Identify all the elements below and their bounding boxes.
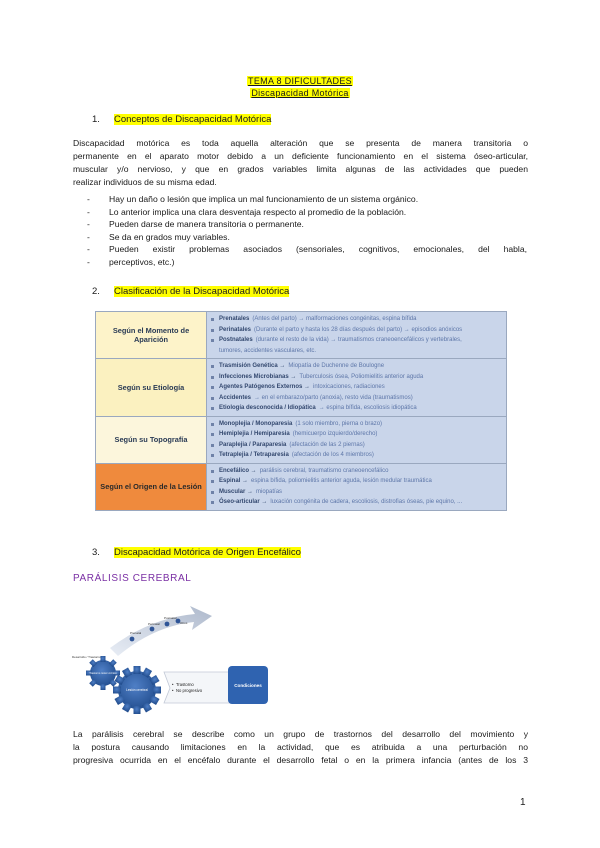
classification-item: Muscular → miopatías [211, 487, 502, 498]
classification-category: Según el Origen de la Lesión [96, 463, 207, 510]
classification-items [207, 416, 507, 463]
section-heading-2: 2. Clasificación de la Discapacidad Motórica [92, 286, 290, 297]
classification-item: Postnatales (durante el resto de la vida) → traumatismos craneoencefálicos y vertebrales, [211, 335, 502, 346]
classification-item: Óseo-articular → luxación congénita de cadera, escoliosis, distrofias óseas, pie equino, ... [211, 497, 502, 508]
list-item: - Pueden darse de manera transitoria o permanente. [87, 218, 527, 231]
classification-items [207, 359, 507, 417]
section-heading-1: 1. Conceptos de Discapacidad Motórica [92, 114, 272, 125]
classification-category: Según el Momento de Aparición [96, 312, 207, 359]
classification-item: Hemiplejia / Hemiparesia (hemicuerpo izquierdo/derecho) [211, 429, 502, 440]
classification-row [96, 463, 507, 510]
bullet-square-icon [211, 423, 214, 426]
classification-item: Perinatales (Durante el parto y hasta los 28 días después del parto) → episodios anóxicos [211, 325, 502, 336]
classification-items [207, 463, 507, 510]
classification-item: Paraplejia / Paraparesia (afectación de las 2 piernas) [211, 440, 502, 451]
bullet-square-icon [211, 433, 214, 436]
classification-item: Monoplejia / Monoparesia (1 solo miembro, pierna o brazo) [211, 419, 502, 430]
bullet-square-icon [211, 329, 214, 332]
classification-item: Infecciones Microbianas → Tuberculosis ósea, Poliomielitis anterior aguda [211, 372, 502, 383]
arrow-label: Perinatal [148, 622, 160, 626]
paralisis-paragraph: La parálisis cerebral se describe como un grupo de trastornos del desarrollo del movimiento y la postura causando limitaciones en la actividad, que es atribuida a una perturbación no progresiva ocurrida en el encéfalo durante el desarrollo fetal o en la primera infancia (antes de los 3 [73, 729, 528, 765]
classification-item: Agentes Patógenos Externos → intoxicaciones, radiaciones [211, 382, 502, 393]
left-label: Desarrollo / Trastorno [72, 655, 101, 659]
classification-category: Según su Topografía [96, 416, 207, 463]
classification-items [207, 312, 507, 359]
paralisis-heading: PARÁLISIS CEREBRAL [73, 573, 192, 584]
bullet-square-icon [211, 454, 214, 457]
arrow-label: Otros [180, 621, 188, 625]
timeline-dot [150, 627, 155, 632]
bullet-square-icon [211, 365, 214, 368]
bullet-square-icon [211, 386, 214, 389]
classification-item: Accidentes → en el embarazo/parto (anoxia), resto vida (traumatismos) [211, 393, 502, 404]
bullet-square-icon [211, 318, 214, 321]
gear-big-icon [104, 657, 170, 715]
classification-table [95, 311, 507, 511]
list-item: - Se da en grados muy variables. [87, 231, 527, 244]
classification-row [96, 359, 507, 417]
page-number: 1 [520, 797, 526, 808]
classification-category: Según su Etiología [96, 359, 207, 417]
characteristics-list [87, 193, 527, 268]
bullet-square-icon [211, 339, 214, 342]
svg-text:Trastorno motor crónico: Trastorno motor crónico [89, 672, 117, 675]
document-title: TEMA 8 DIFICULTADES [248, 76, 352, 86]
bullet-square-icon [211, 491, 214, 494]
list-item: - Lo anterior implica una clara desventaja respecto al promedio de la población. [87, 206, 527, 219]
list-item: - Pueden existir problemas asociados (sensoriales, cognitivos, emocionales, del habla, [87, 243, 527, 256]
classification-item: Espinal → espina bífida, poliomielitis anterior aguda, lesión medular traumática [211, 476, 502, 487]
list-item-continuation: - perceptivos, etc.) [87, 256, 527, 269]
arrow-label: Postnatal [164, 616, 177, 620]
svg-text:Lesión cerebral: Lesión cerebral [126, 688, 148, 692]
classification-row [96, 312, 507, 359]
bullet-square-icon [211, 480, 214, 483]
section-heading-3: 3. Discapacidad Motórica de Origen Encefálico [92, 547, 301, 558]
paralisis-diagram [70, 600, 290, 715]
classification-item: Etiología desconocida / Idiopática → espina bífida, escoliosis idiopática [211, 403, 502, 414]
bullet-square-icon [211, 376, 214, 379]
classification-item: Prenatales (Antes del parto) → malformaciones congénitas, espina bífida [211, 314, 502, 325]
definition-paragraph: Discapacidad motórica es toda aquella alteración que se presenta de manera transitoria o permanente en el aparato motor debido a un deficiente funcionamiento en el sistema óseo-articular, muscular y/o nervioso, y que en grados variables limita algunas de las actividades que pueden realizar individuos de su misma edad. [73, 138, 528, 187]
timeline-dot [130, 637, 135, 642]
condition-item: No progresivo [176, 688, 203, 693]
bullet-square-icon [211, 501, 214, 504]
conditions-label: Condiciones [234, 683, 262, 688]
classification-item: Tetraplejia / Tetraparesia (afectación de los 4 miembros) [211, 450, 502, 461]
bullet-square-icon [211, 397, 214, 400]
arrow-label: Prenatal [130, 631, 142, 635]
svg-text:•: • [172, 688, 174, 693]
classification-row [96, 416, 507, 463]
document-subtitle: Discapacidad Motórica [251, 88, 349, 98]
classification-item: Encefálico → parálisis cerebral, traumatismo craneoencefálico [211, 466, 502, 477]
timeline-dot [165, 622, 170, 627]
bullet-square-icon [211, 444, 214, 447]
condition-item: Trastorno [176, 682, 194, 687]
svg-text:•: • [172, 682, 174, 687]
list-item: - Hay un daño o lesión que implica un mal funcionamiento de un sistema orgánico. [87, 193, 527, 206]
bullet-square-icon [211, 407, 214, 410]
classification-item: tumores, accidentes vasculares, etc. [219, 347, 317, 354]
bullet-square-icon [211, 470, 214, 473]
classification-item: Trasmisión Genética → Miopatía de Duchenne de Boulogne [211, 361, 502, 372]
timeline-arrow [110, 606, 212, 656]
